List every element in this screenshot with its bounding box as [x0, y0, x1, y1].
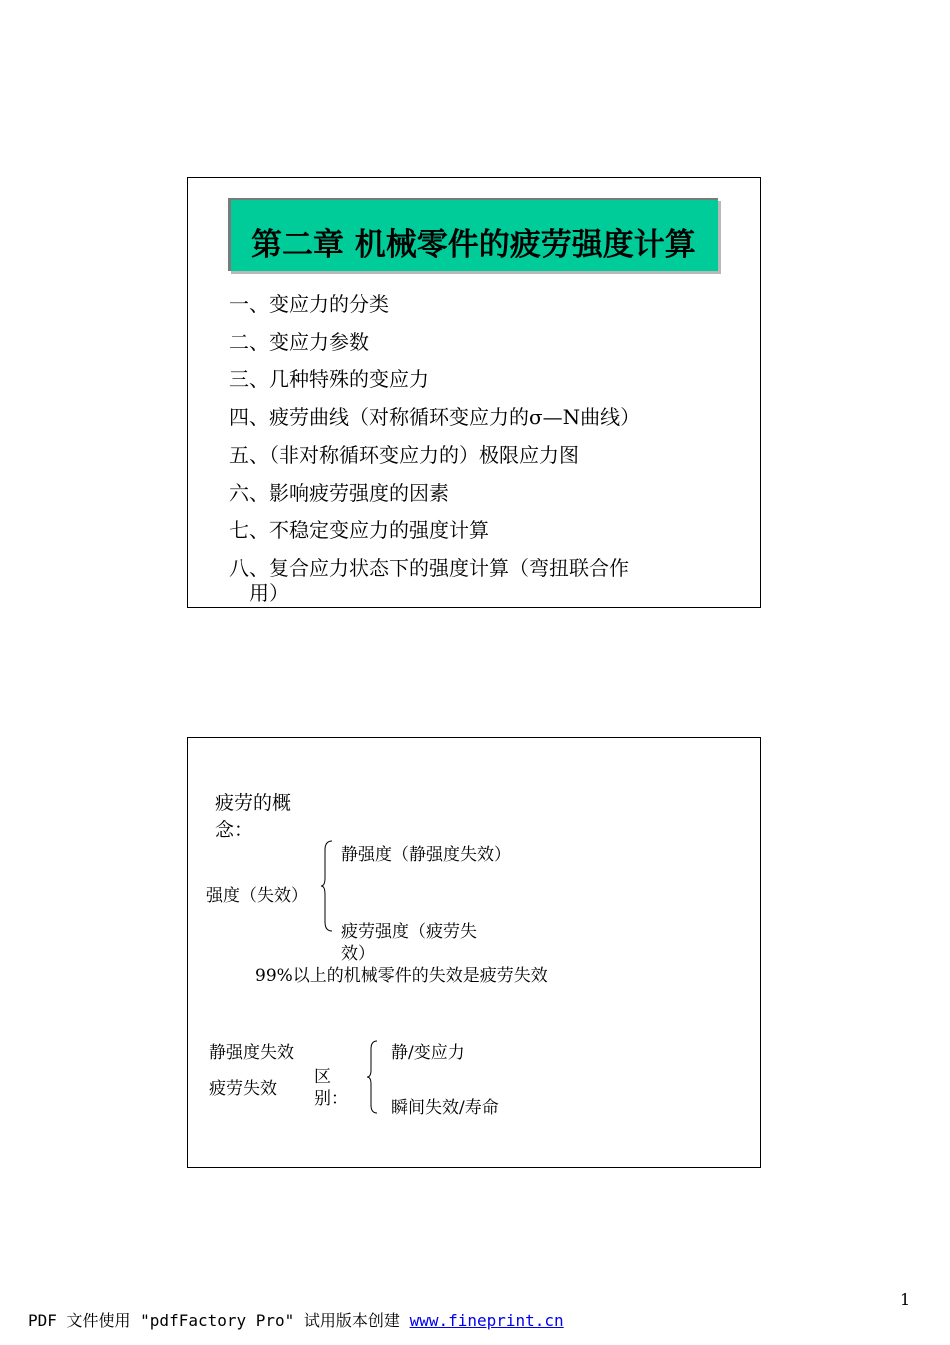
slide-fatigue-concept [187, 737, 761, 1168]
page-number: 1 [900, 1290, 911, 1309]
slide-chapter-outline [187, 177, 761, 608]
outline-item: 六、影响疲劳强度的因素 [229, 480, 449, 505]
outline-item: 二、变应力参数 [229, 329, 369, 354]
pdf-footer [28, 1308, 564, 1331]
chapter-title: 第二章 机械零件的疲劳强度计算 [251, 227, 696, 263]
left-brace-icon [366, 1040, 380, 1114]
outline-item: 五、（非对称循环变应力的）极限应力图 [229, 442, 579, 467]
chapter-title-box [228, 198, 718, 271]
outline-item: 七、不稳定变应力的强度计算 [229, 518, 489, 543]
difference-item-life: 瞬间失效/寿命 [391, 1098, 499, 1118]
concept-heading-line1: 疲劳的概 [215, 792, 292, 814]
compare-static-failure: 静强度失效 [209, 1043, 294, 1063]
branch-fatigue-strength-line1: 疲劳强度（疲劳失 [341, 922, 477, 942]
difference-item-stress: 静/变应力 [391, 1043, 465, 1063]
fatigue-statement: 99%以上的机械零件的失效是疲劳失效 [255, 966, 548, 986]
difference-label-line2: 别： [314, 1089, 348, 1109]
concept-heading-line2: 念： [215, 819, 254, 841]
outline-item: 三、几种特殊的变应力 [229, 367, 429, 392]
left-brace-icon [320, 840, 336, 932]
strength-label: 强度（失效） [206, 886, 308, 906]
outline-item: 一、变应力的分类 [229, 292, 389, 316]
compare-fatigue-failure: 疲劳失效 [209, 1079, 277, 1099]
footer-note: PDF 文件使用 "pdfFactory Pro" 试用版本创建 [28, 1311, 410, 1330]
outline-list [229, 286, 640, 604]
branch-static-strength: 静强度（静强度失效） [341, 845, 511, 865]
branch-fatigue-strength-line2: 效） [341, 944, 375, 964]
difference-label-line1: 区 [314, 1067, 331, 1087]
outline-item: 四、疲劳曲线（对称循环变应力的σ—N曲线） [229, 405, 641, 430]
outline-item: 八、复合应力状态下的强度计算（弯扭联合作 [229, 555, 629, 580]
fineprint-link[interactable]: www.fineprint.cn [409, 1311, 564, 1330]
outline-item-continuation: 用） [249, 580, 289, 605]
